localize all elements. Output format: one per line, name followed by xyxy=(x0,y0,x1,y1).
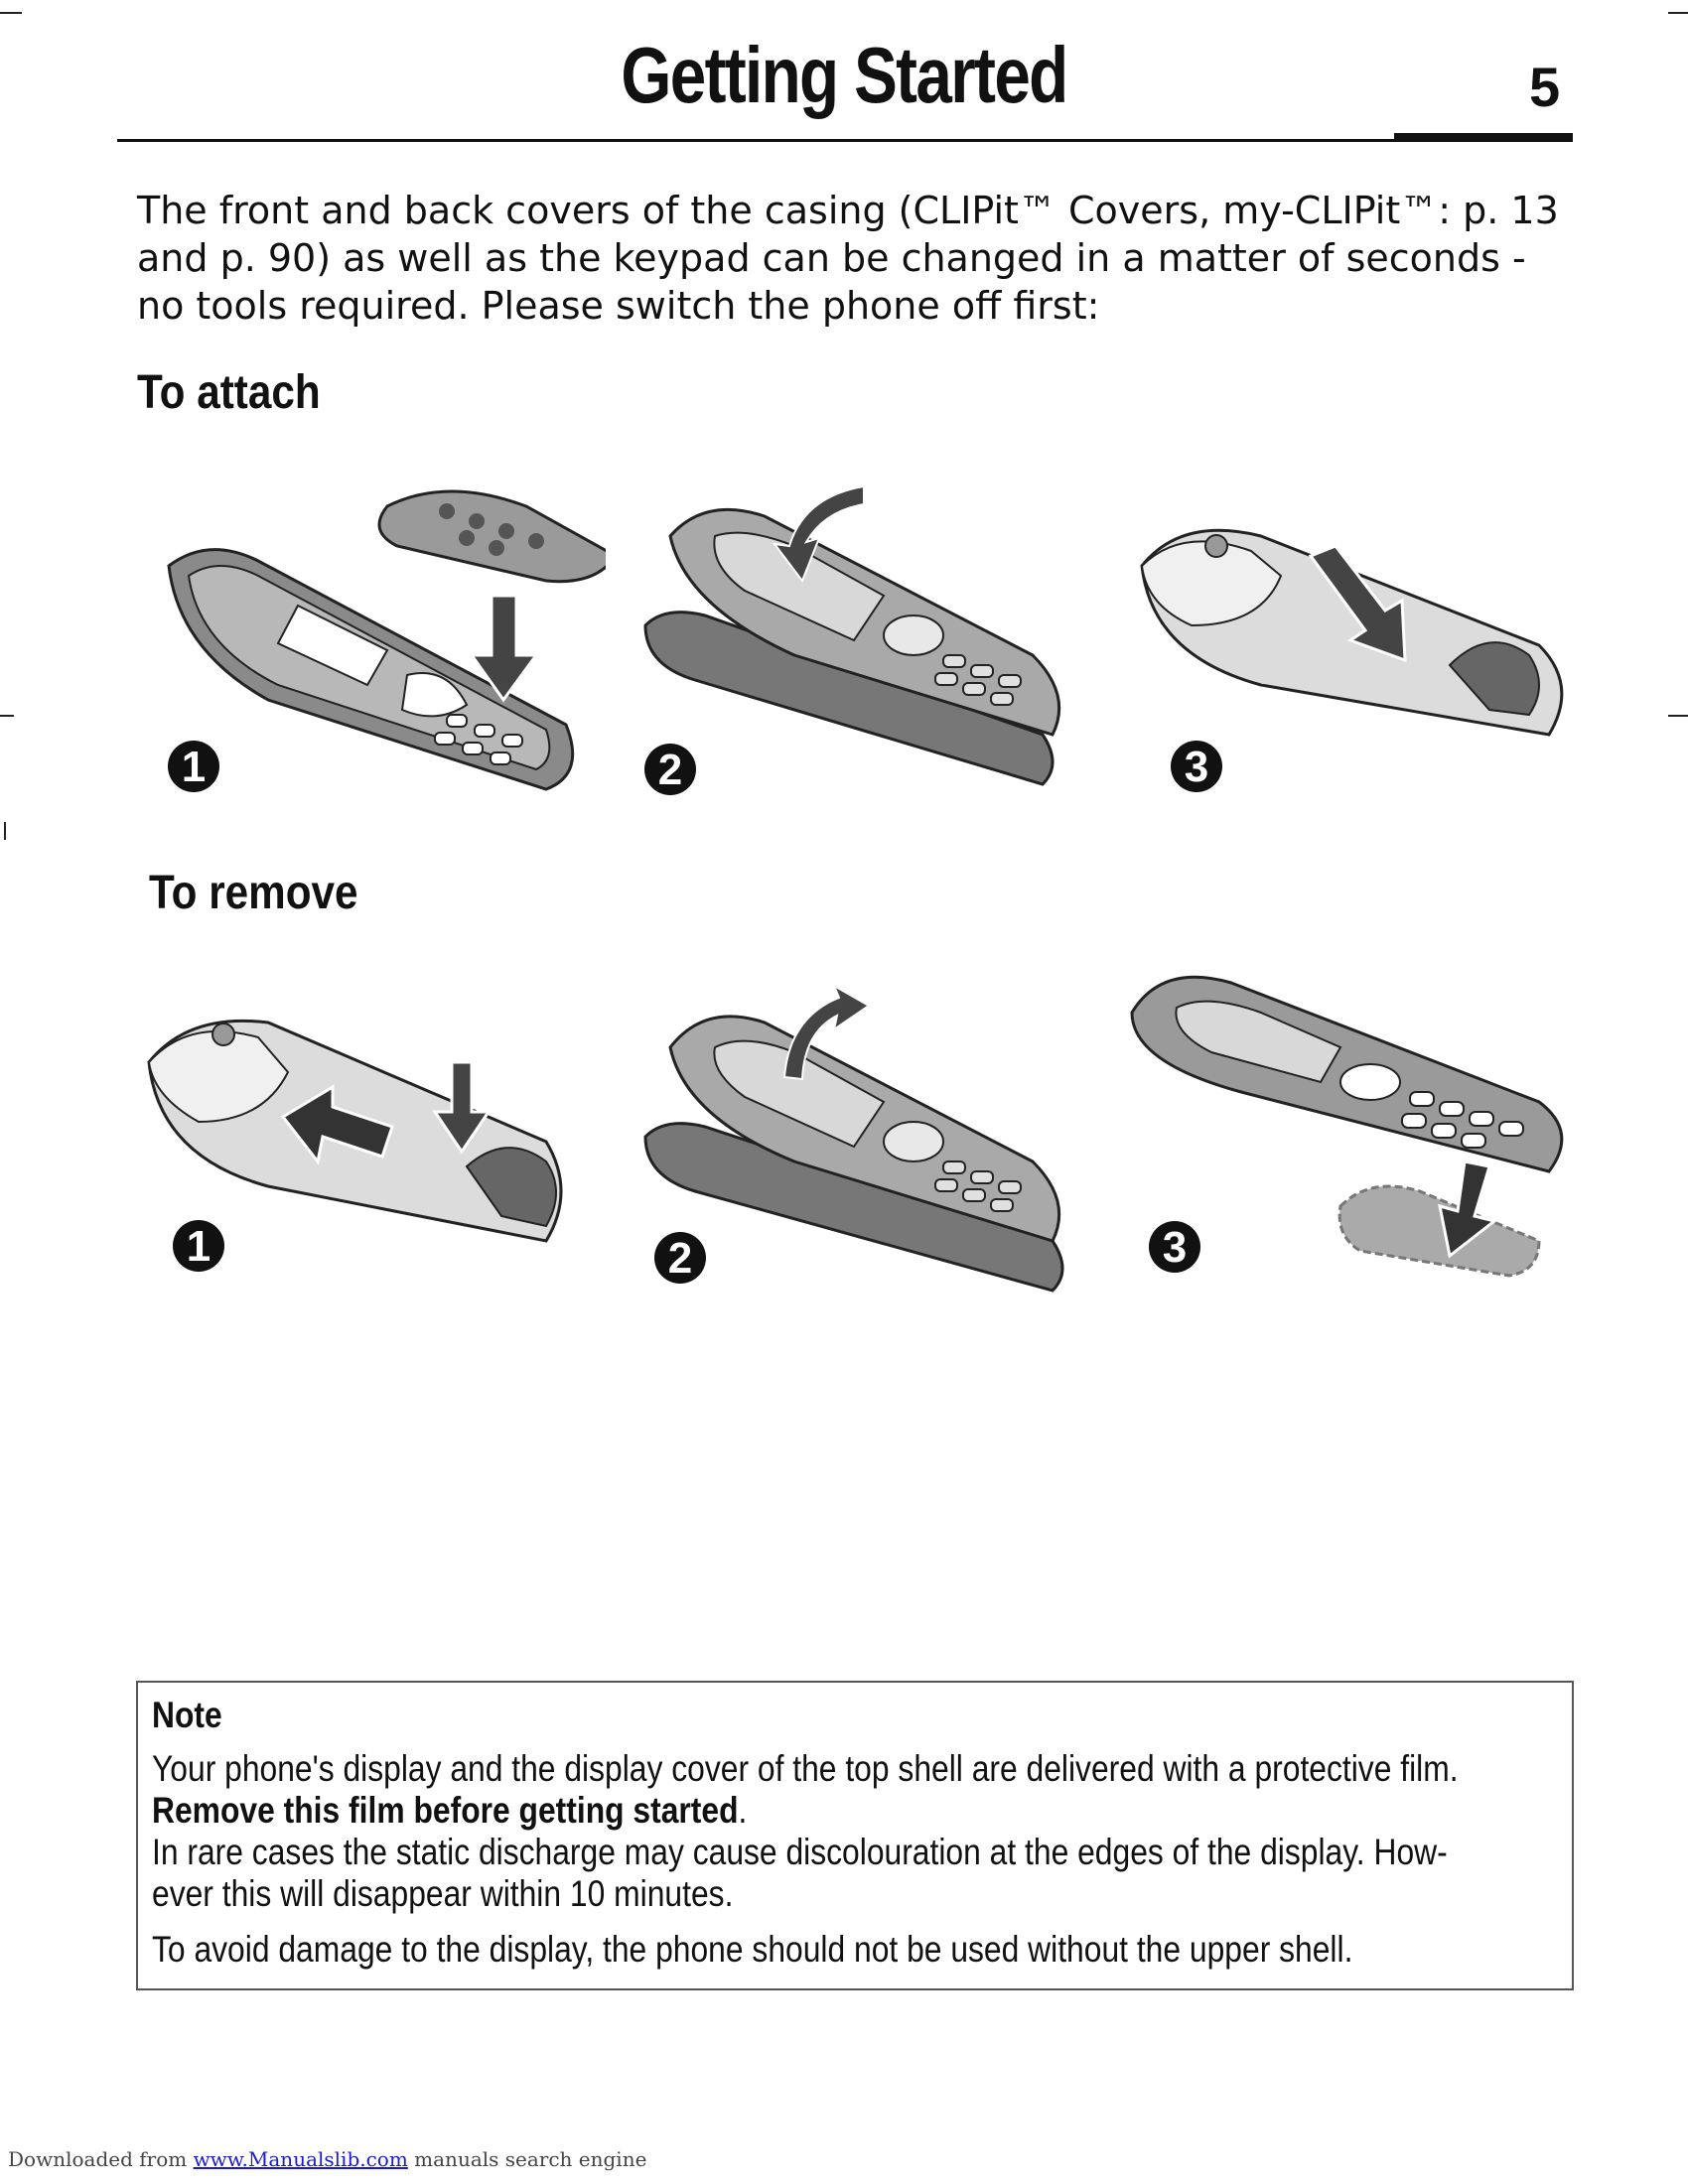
attach-step-3-figure xyxy=(1122,516,1579,804)
step-marker xyxy=(1171,741,1222,792)
remove-step-3-figure xyxy=(1122,953,1579,1300)
crop-mark xyxy=(4,822,6,840)
back-cover-icon xyxy=(1142,530,1562,735)
note-text: Your phone's display and the display cover of the top shell are delivered with a protective film. xyxy=(152,1748,1459,1789)
note-title: Note xyxy=(152,1695,222,1735)
note-text: In rare cases the static discharge may cause discolouration at the edges of the display. How- xyxy=(152,1832,1448,1872)
note-bold-instruction: Remove this film before getting started xyxy=(152,1790,739,1831)
step-marker xyxy=(1149,1221,1200,1273)
svg-text:1: 1 xyxy=(186,1222,211,1271)
step-marker xyxy=(168,741,219,792)
note-text: To avoid damage to the display, the phone should not be used without the upper shell. xyxy=(152,1929,1353,1970)
step-marker xyxy=(644,744,696,795)
crop-mark xyxy=(1668,715,1688,717)
page-number: 5 xyxy=(1529,56,1561,118)
note-text: ever this will disappear within 10 minutes. xyxy=(152,1873,734,1914)
keypad-icon xyxy=(1339,1186,1539,1276)
header-rule xyxy=(117,139,1394,142)
page-title: Getting Started xyxy=(621,31,1067,119)
remove-step-1-figure xyxy=(139,1003,596,1300)
keypad-icon xyxy=(379,491,606,582)
remove-heading: To remove xyxy=(149,867,358,919)
remove-step-2-figure xyxy=(635,968,1092,1305)
attach-step-2-figure xyxy=(626,467,1082,804)
note-text-emphasis: Remove this film before getting started. xyxy=(152,1790,748,1831)
intro-paragraph: The front and back covers of the casing (CLIPit™ Covers, my-CLIPit™: p. 13 and p. 90) as well as the keypad can be changed in a matter of seconds - no tools required. Please switch the phone off first: xyxy=(137,189,1559,328)
svg-text:1: 1 xyxy=(181,743,207,791)
svg-text:3: 3 xyxy=(1162,1223,1188,1272)
crop-mark xyxy=(0,12,22,14)
crop-mark xyxy=(1668,12,1688,14)
front-cover-icon xyxy=(1132,977,1562,1171)
header-rule-accent xyxy=(1394,133,1573,142)
step-marker xyxy=(654,1232,706,1284)
svg-text:2: 2 xyxy=(667,1234,693,1283)
svg-text:3: 3 xyxy=(1184,743,1209,791)
note-box xyxy=(136,1681,1574,1990)
attach-heading: To attach xyxy=(137,366,321,419)
attach-step-1-figure xyxy=(149,477,606,804)
crop-mark xyxy=(0,715,14,717)
manualslib-link[interactable]: www.Manualslib.com xyxy=(193,2147,408,2171)
svg-text:2: 2 xyxy=(657,746,683,794)
footer: Downloaded from www.Manualslib.com manuals search engine xyxy=(8,2147,647,2171)
step-marker xyxy=(173,1220,224,1272)
